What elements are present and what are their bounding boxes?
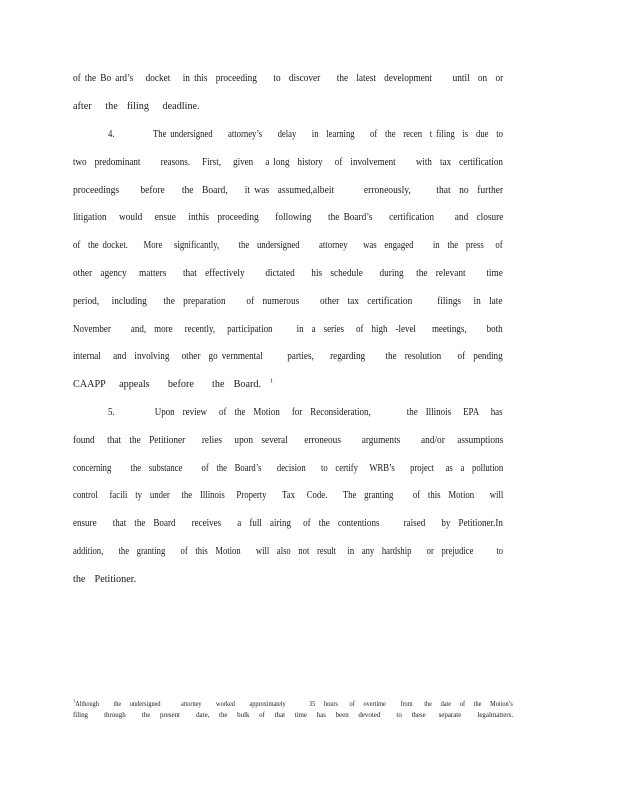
- body-line-4: two predominant reasons. First, given a long history of involvement with tax certification: [73, 157, 503, 168]
- footnote-reference[interactable]: 1: [270, 378, 274, 385]
- body-line-12: [73, 378, 503, 391]
- body-line-6: litigation would ensue inthis proceeding following the Board’s certification and closure: [73, 212, 504, 223]
- body-line-14: found that the Petitioner relies upon several erroneous arguments and/or assumptions: [73, 435, 504, 446]
- footnote-line-2: filing through the present date, the bulk of that time has been devoted to these separate legalmatters.: [73, 711, 514, 719]
- body-line-7: of the docket. More significantly, the undersigned attorney was engaged in the press of: [73, 240, 503, 251]
- body-line-8: other agency matters that effectively dictated his schedule during the relevant time: [73, 268, 503, 279]
- body-line-16: control facili ty under the Illinois Property Tax Code. The granting of this Motion will: [73, 490, 504, 501]
- body-line-1: of the Bo ard’s docket in this proceeding to discover the latest development until on or: [73, 73, 504, 84]
- footnote-line-1-text: Although the undersigned attorney worked approximately 35 hours of overtime from the date of the Motion’s: [75, 700, 513, 708]
- footnote-line-1: [73, 699, 513, 709]
- body-line-17: ensure that the Board receives a full airing of the contentions raised by Petitioner.In: [73, 518, 503, 529]
- paragraph-4-line-1: 4. The undersigned attorney’s delay in learning of the recen t filing is due to: [108, 129, 503, 140]
- body-line-5: proceedings before the Board, it was assumed,albeit erroneously, that no further: [73, 185, 504, 196]
- footnote-marker: 1: [73, 699, 76, 705]
- body-line-10: November and, more recently, participation in a series of high -level meetings, both: [73, 324, 503, 335]
- body-line-18: addition, the granting of this Motion will also not result in any hardship or prejudice to: [73, 546, 504, 557]
- body-line-15: concerning the substance of the Board’s decision to certify WRB’s project as a pollution: [73, 463, 504, 474]
- body-line-2: after the filing deadline.: [73, 101, 200, 112]
- body-line-9: period, including the preparation of numerous other tax certification filings in late: [73, 296, 503, 307]
- body-line-12-text: CAAPP appeals before the Board.: [73, 379, 262, 390]
- body-line-19: the Petitioner.: [73, 574, 137, 585]
- paragraph-5-line-1: 5. Upon review of the Motion for Reconsideration, the Illinois EPA has: [108, 407, 503, 418]
- body-line-11: internal and involving other go vernmental parties, regarding the resolution of pending: [73, 351, 503, 362]
